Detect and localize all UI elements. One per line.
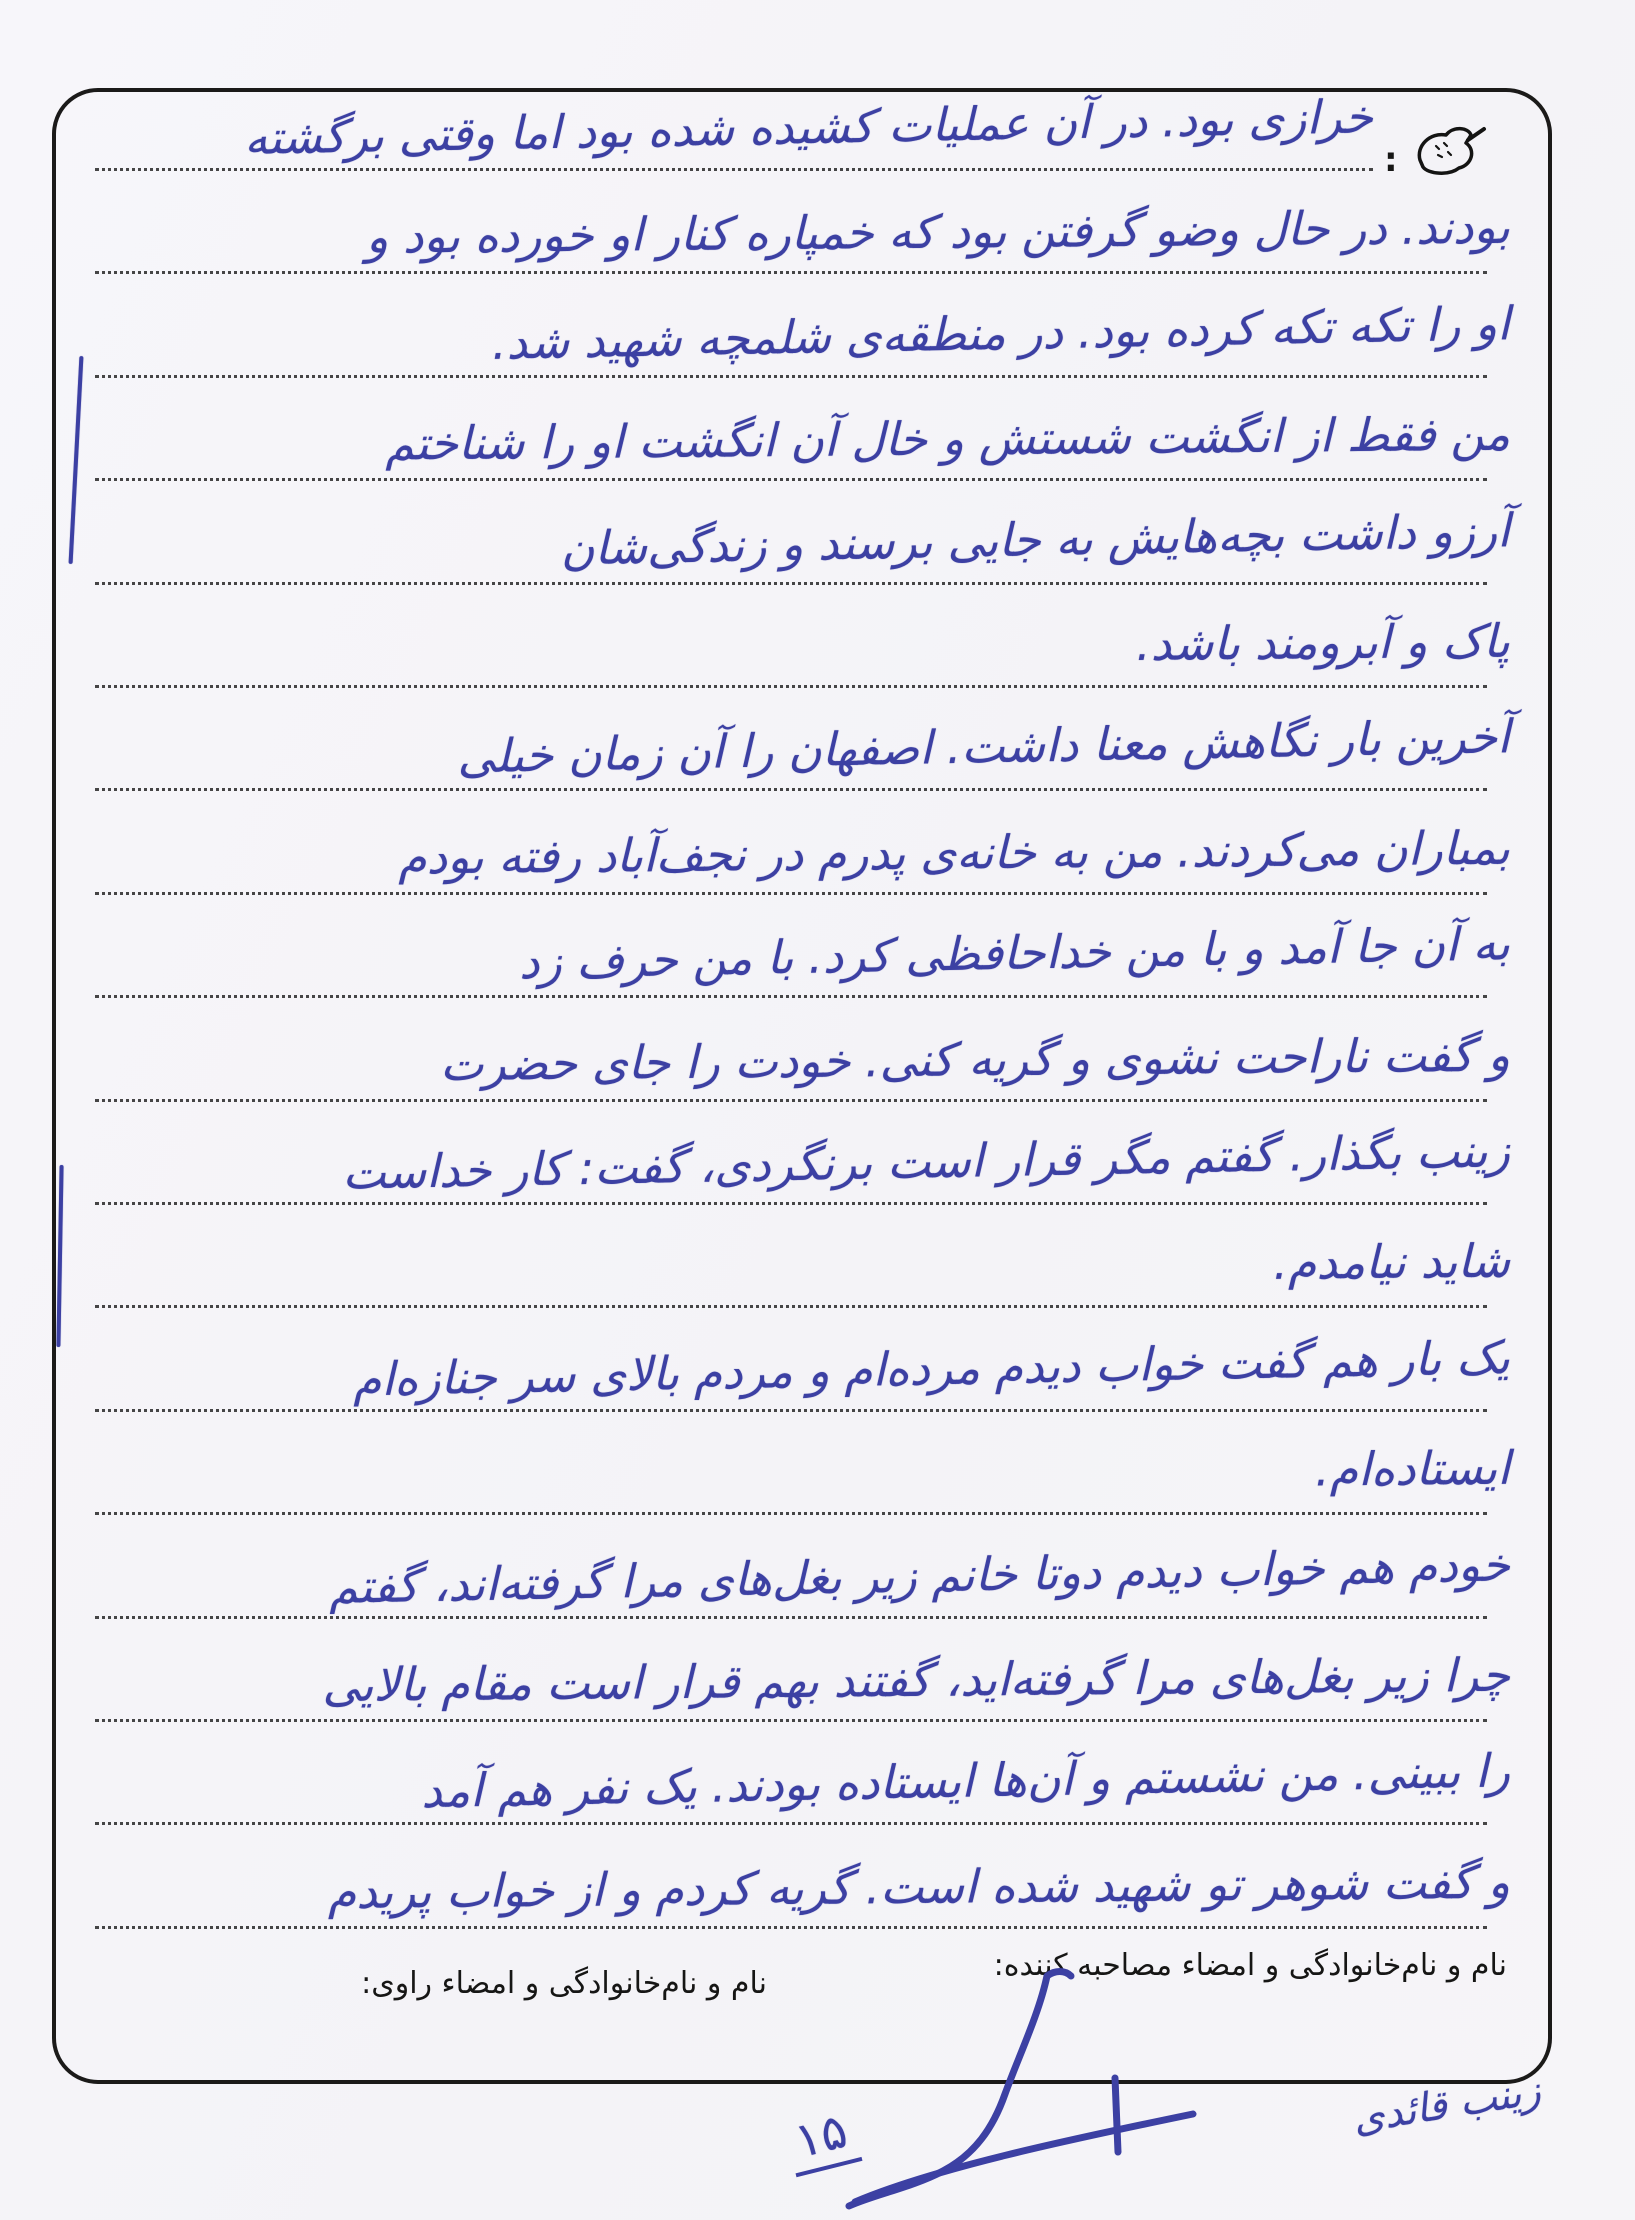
- interviewer-signature-label: نام و نام‌خانوادگی و امضاء مصاحبه کننده:: [993, 1948, 1507, 1983]
- handwritten-line: آخرین بار نگاهش معنا داشت. اصفهان را آن زمان خیلی: [456, 709, 1511, 784]
- handwritten-line: شاید نیامدم.: [1273, 1234, 1511, 1291]
- ruled-dotted-line: [95, 1512, 1487, 1515]
- ruled-dotted-line: [95, 1305, 1487, 1308]
- interviewer-signature: [815, 1962, 1235, 2217]
- handwritten-line: بمباران می‌کردند. من به خانه‌ی پدرم در نجف‌آباد رفته بودم: [397, 820, 1511, 885]
- handwritten-line: و گفت ناراحت نشوی و گریه کنی. خودت را جای حضرت: [439, 1027, 1511, 1091]
- ruled-dotted-line: [95, 685, 1487, 688]
- ruled-dotted-line: [95, 1926, 1487, 1929]
- handwritten-line: پاک و آبرومند باشد.: [1135, 613, 1511, 672]
- handwritten-line: به آن جا آمد و با من خداحافظی کرد. با من حرف زد: [518, 916, 1511, 990]
- handwritten-line: خودم هم خواب دیدم دوتا خانم زیر بغل‌های مرا گرفته‌اند، گفتم: [328, 1536, 1511, 1614]
- handwritten-line: ایستاده‌ام.: [1314, 1440, 1511, 1497]
- handwritten-line: خرازی بود. در آن عملیات کشیده شده بود اما وقتی برگشته: [243, 89, 1374, 165]
- ruled-dotted-line: [95, 892, 1487, 895]
- handwritten-line: یک بار هم گفت خواب دیدم مرده‌ام و مردم بالای سر جنازه‌ام: [352, 1330, 1511, 1407]
- pointing-hand-icon: [1408, 122, 1488, 188]
- ruled-dotted-line: [95, 1719, 1487, 1722]
- ruled-dotted-line: [95, 1099, 1487, 1102]
- narrator-signature-label: نام و نام‌خانوادگی و امضاء راوی:: [361, 1966, 767, 2001]
- handwritten-line: من فقط از انگشت شستش و خال آن انگشت او را شناختم: [384, 406, 1511, 471]
- handwritten-line: چرا زیر بغل‌های مرا گرفته‌اید، گفتند بهم قرار است مقام بالایی: [322, 1647, 1511, 1713]
- handwritten-line: را ببینی. من نشستم و آن‌ها ایستاده بودند. یک نفر هم آمد: [420, 1743, 1511, 1819]
- narrator-name-signature: زینب قائدی: [1349, 2067, 1544, 2143]
- printed-colon: :: [1384, 140, 1398, 180]
- handwritten-line: زینب بگذار. گفتم مگر قرار است برنگردی، گفت: کار خداست: [341, 1123, 1511, 1200]
- handwritten-line: آرزو داشت بچه‌هایش به جایی برسند و زندگی‌شان: [560, 502, 1511, 576]
- ruled-dotted-line: [95, 478, 1487, 481]
- page-number: ۱۵: [782, 2101, 863, 2178]
- handwritten-line: و گفت شوهر تو شهید شده است. گریه کردم و از خواب پریدم: [327, 1854, 1511, 1919]
- handwritten-line: او را تکه تکه کرده بود. در منطقه‌ی شلمچه شهید شد.: [491, 296, 1511, 370]
- ruled-dotted-line: [95, 271, 1487, 274]
- handwritten-line: بودند. در حال وضو گرفتن بود که خمپاره کنار او خورده بود و: [365, 200, 1511, 265]
